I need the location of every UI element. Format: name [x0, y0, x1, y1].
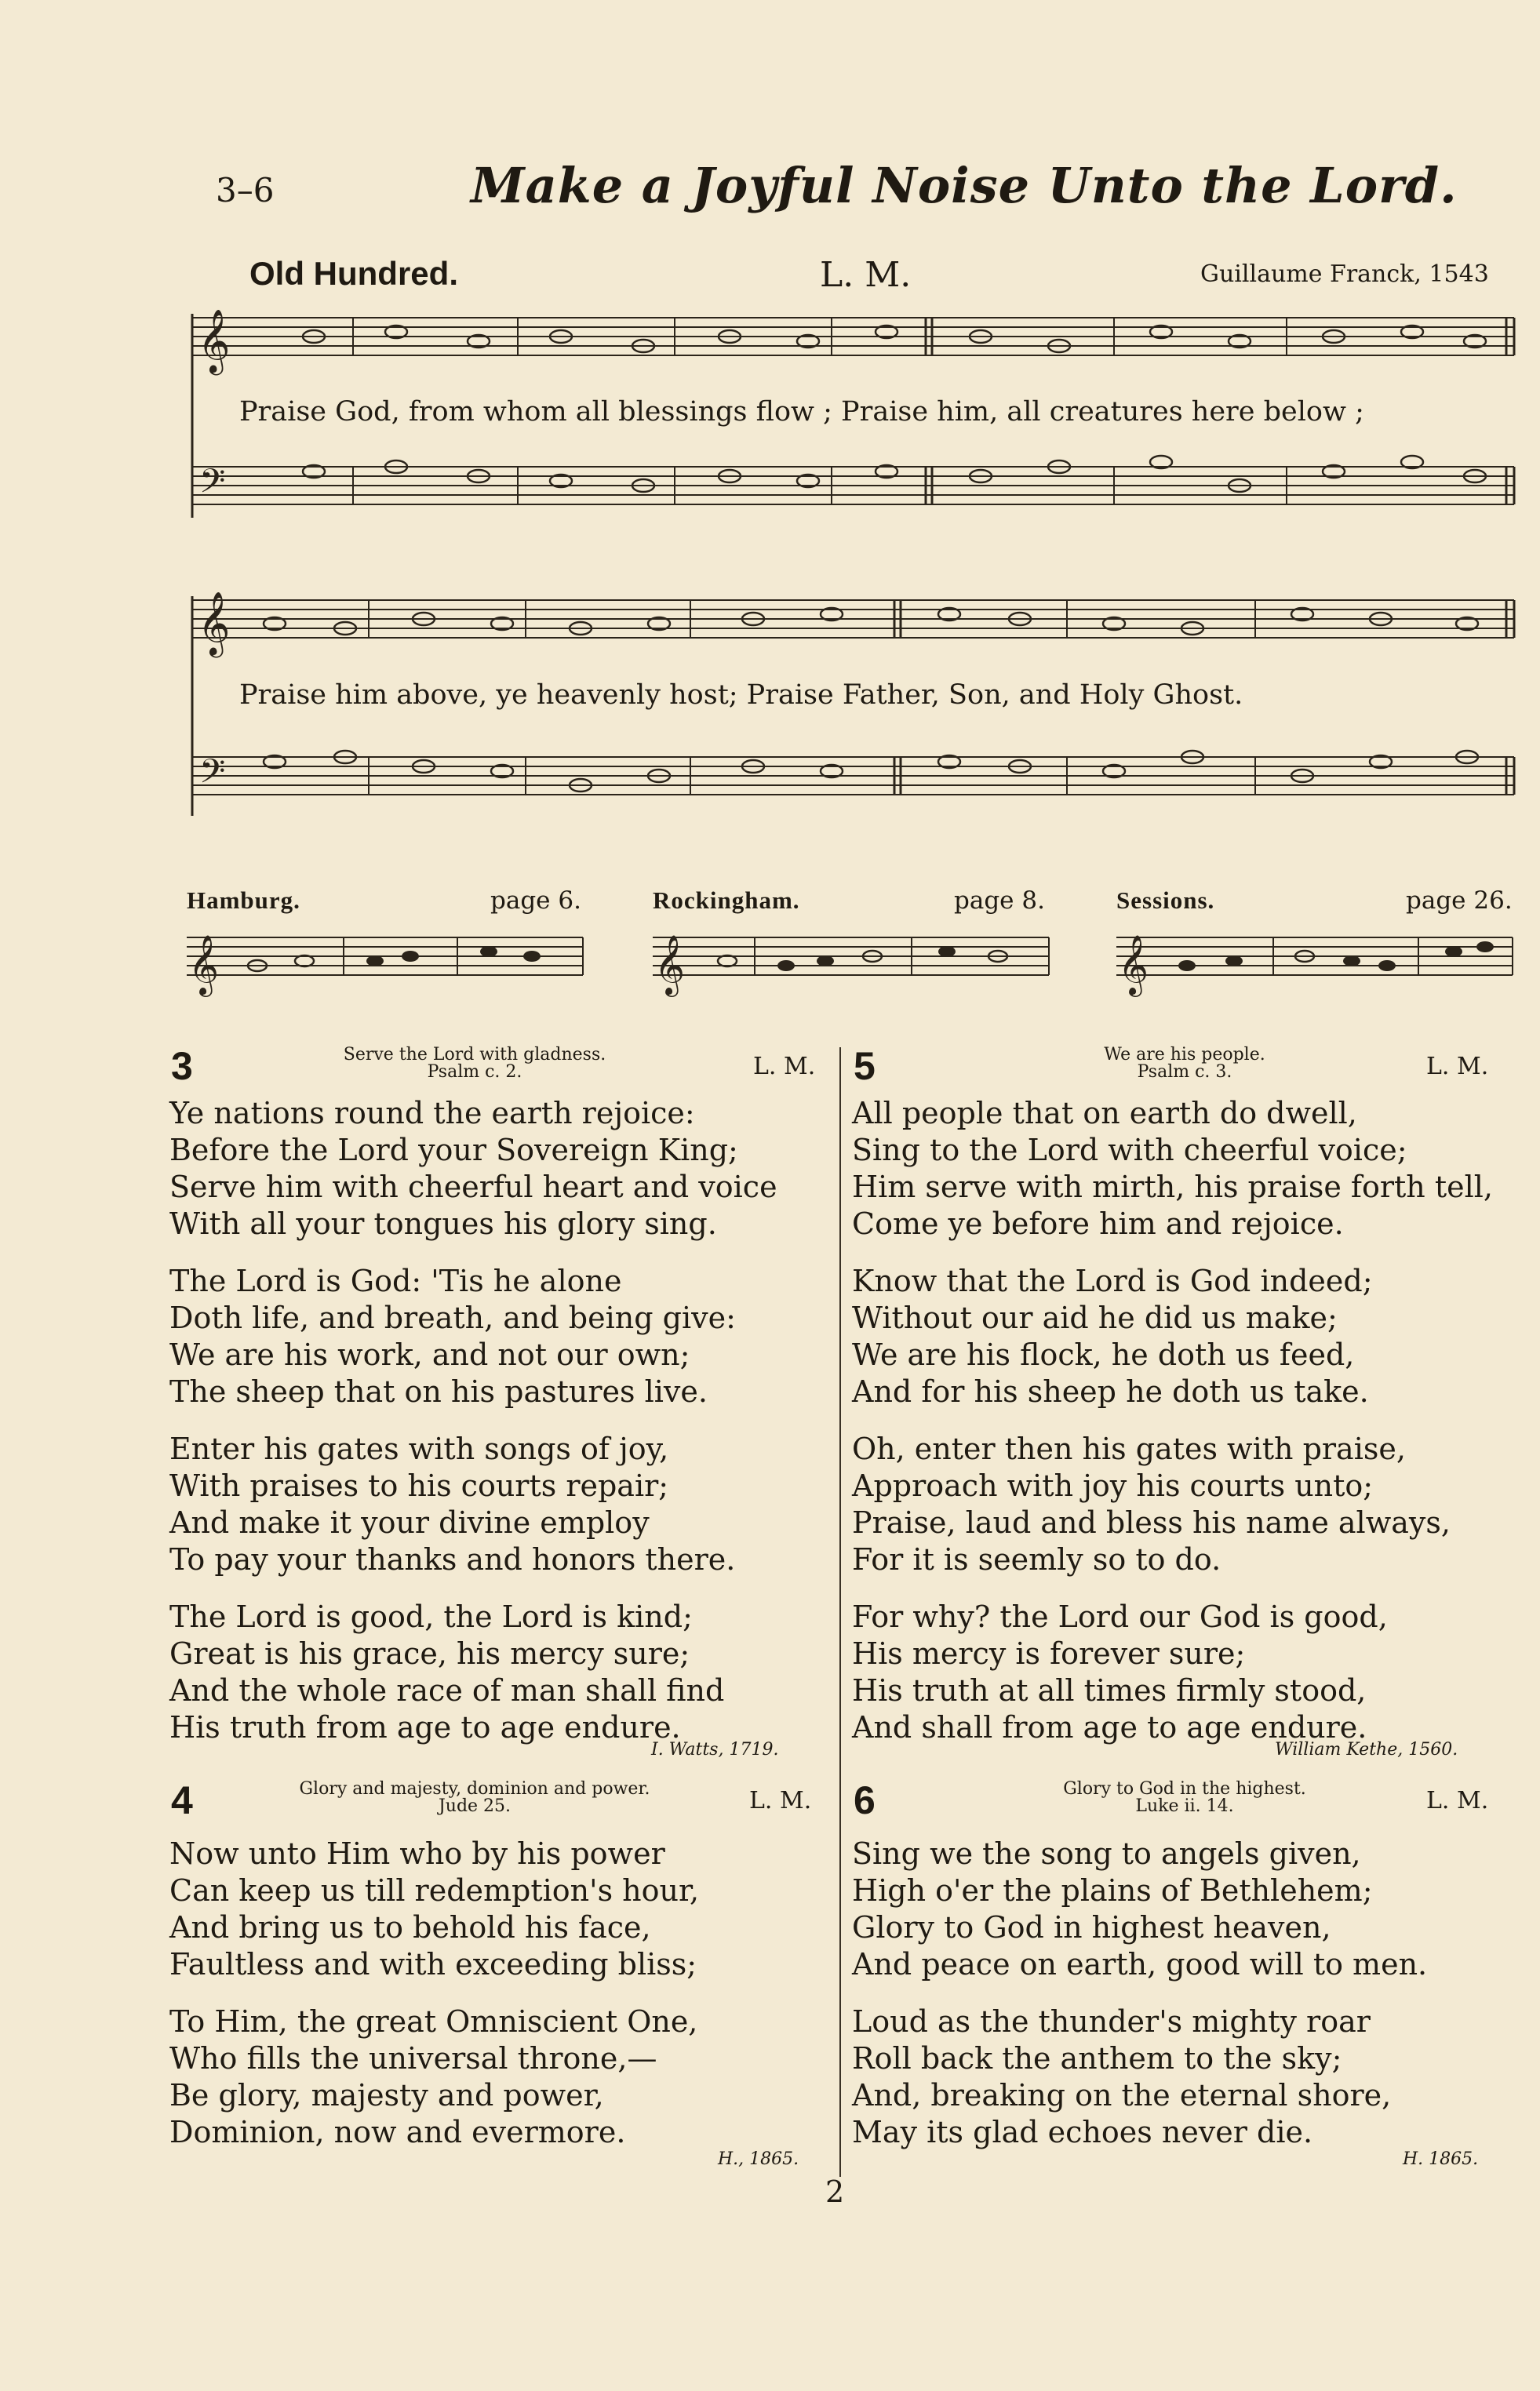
hymn-subtitle: Glory to God in the highest. Luke ii. 14.	[1063, 1779, 1306, 1816]
svg-text:𝄢: 𝄢	[199, 462, 226, 509]
svg-text:𝄞: 𝄞	[198, 591, 231, 655]
hymn-number: 3	[171, 1044, 193, 1088]
hymn-attribution: H., 1865.	[718, 2149, 799, 2169]
hymn-subtitle: We are his people. Psalm c. 3.	[1104, 1045, 1265, 1082]
tune-meter: L. M.	[820, 255, 912, 295]
stanza: To Him, the great Omniscient One, Who fills the universal throne,— Be glory, majesty and power, Dominion, now and evermore.	[169, 2004, 698, 2149]
bass-staff-2	[192, 751, 1514, 799]
tune-name: Old Hundred.	[249, 255, 458, 292]
tune-ref-page: page 26.	[1406, 886, 1513, 915]
tune-composer: Guillaume Franck, 1543	[1200, 260, 1489, 288]
hymn-meter: L. M.	[1426, 1787, 1489, 1814]
hymn-number: 5	[854, 1044, 876, 1088]
stanza: For why? the Lord our God is good, His mercy is forever sure; His truth at all times firmly stood, And shall from age to age endure.	[852, 1599, 1388, 1745]
hymn-subtitle: Serve the Lord with gladness. Psalm c. 2.	[343, 1045, 606, 1082]
stanza: Sing we the song to angels given, High o'er the plains of Bethlehem; Glory to God in highest heaven, And peace on earth, good will to men.	[852, 1836, 1428, 1982]
hymn-subtitle: Glory and majesty, dominion and power. Jude 25.	[299, 1779, 650, 1816]
lyrics-line-2: Praise him above, ye heavenly host; Praise Father, Son, and Holy Ghost.	[239, 679, 1243, 711]
stanza: Oh, enter then his gates with praise, Approach with joy his courts unto; Praise, laud and bless his name always, For it is seemly so to do.	[852, 1432, 1451, 1577]
stanza: Enter his gates with songs of joy, With praises to his courts repair; And make it your divine employ To pay your thanks and honors there.	[169, 1432, 736, 1577]
incipit-hamburg	[187, 926, 587, 1012]
page-number: 2	[825, 2174, 845, 2209]
svg-text:𝄞: 𝄞	[198, 308, 231, 373]
svg-text:𝄢: 𝄢	[199, 752, 226, 799]
page-title: Make a Joyful Noise Unto the Lord.	[471, 157, 1458, 214]
hymn-meter: L. M.	[753, 1053, 816, 1080]
column-divider	[839, 1047, 841, 2177]
hymn-number: 4	[171, 1778, 193, 1822]
stanza: Loud as the thunder's mighty roar Roll back the anthem to the sky; And, breaking on the eternal shore, May its glad echoes never die.	[852, 2004, 1392, 2149]
stanza: The Lord is God: 'Tis he alone Doth life, and breath, and being give: We are his work, and not our own; The sheep that on his pastures live.	[169, 1264, 736, 1409]
bass-staff-1	[192, 456, 1514, 509]
page-range: 3–6	[216, 171, 275, 209]
tune-ref-name: Sessions.	[1116, 886, 1215, 914]
svg-text:𝄞: 𝄞	[1118, 934, 1149, 995]
svg-text:𝄞: 𝄞	[654, 934, 686, 995]
hymn-attribution: William Kethe, 1560.	[1275, 1740, 1458, 1760]
hymn-attribution: H. 1865.	[1403, 2149, 1479, 2169]
tune-ref-name: Hamburg.	[187, 886, 300, 914]
stanza: Know that the Lord is God indeed; Without our aid he did us make; We are his flock, he doth us feed, And for his sheep he doth us take.	[852, 1264, 1373, 1409]
svg-text:𝄞: 𝄞	[188, 934, 220, 995]
hymn-meter: L. M.	[1426, 1053, 1489, 1080]
hymn-attribution: I. Watts, 1719.	[651, 1740, 779, 1760]
tune-ref-page: page 8.	[954, 886, 1045, 915]
treble-staff-2	[192, 591, 1514, 657]
incipit-sessions	[1116, 926, 1516, 1012]
hymn-number: 6	[854, 1778, 876, 1822]
treble-staff-1	[192, 308, 1514, 375]
lyrics-line-1: Praise God, from whom all blessings flow ; Praise him, all creatures here below ;	[239, 396, 1364, 428]
stanza: Now unto Him who by his power Can keep us till redemption's hour, And bring us to behold his face, Faultless and with exceeding bliss;	[169, 1836, 700, 1982]
incipit-rockingham	[653, 926, 1053, 1012]
stanza: Ye nations round the earth rejoice: Before the Lord your Sovereign King; Serve him with cheerful heart and voice With all your tongues his glory sing.	[169, 1096, 777, 1241]
hymn-meter: L. M.	[749, 1787, 812, 1814]
tune-ref-name: Rockingham.	[653, 886, 800, 914]
stanza: All people that on earth do dwell, Sing to the Lord with cheerful voice; Him serve with mirth, his praise forth tell, Come ye before him and rejoice.	[852, 1096, 1493, 1241]
stanza: The Lord is good, the Lord is kind; Great is his grace, his mercy sure; And the whole race of man shall find His truth from age to age endure.	[169, 1599, 725, 1745]
tune-ref-page: page 6.	[490, 886, 581, 915]
